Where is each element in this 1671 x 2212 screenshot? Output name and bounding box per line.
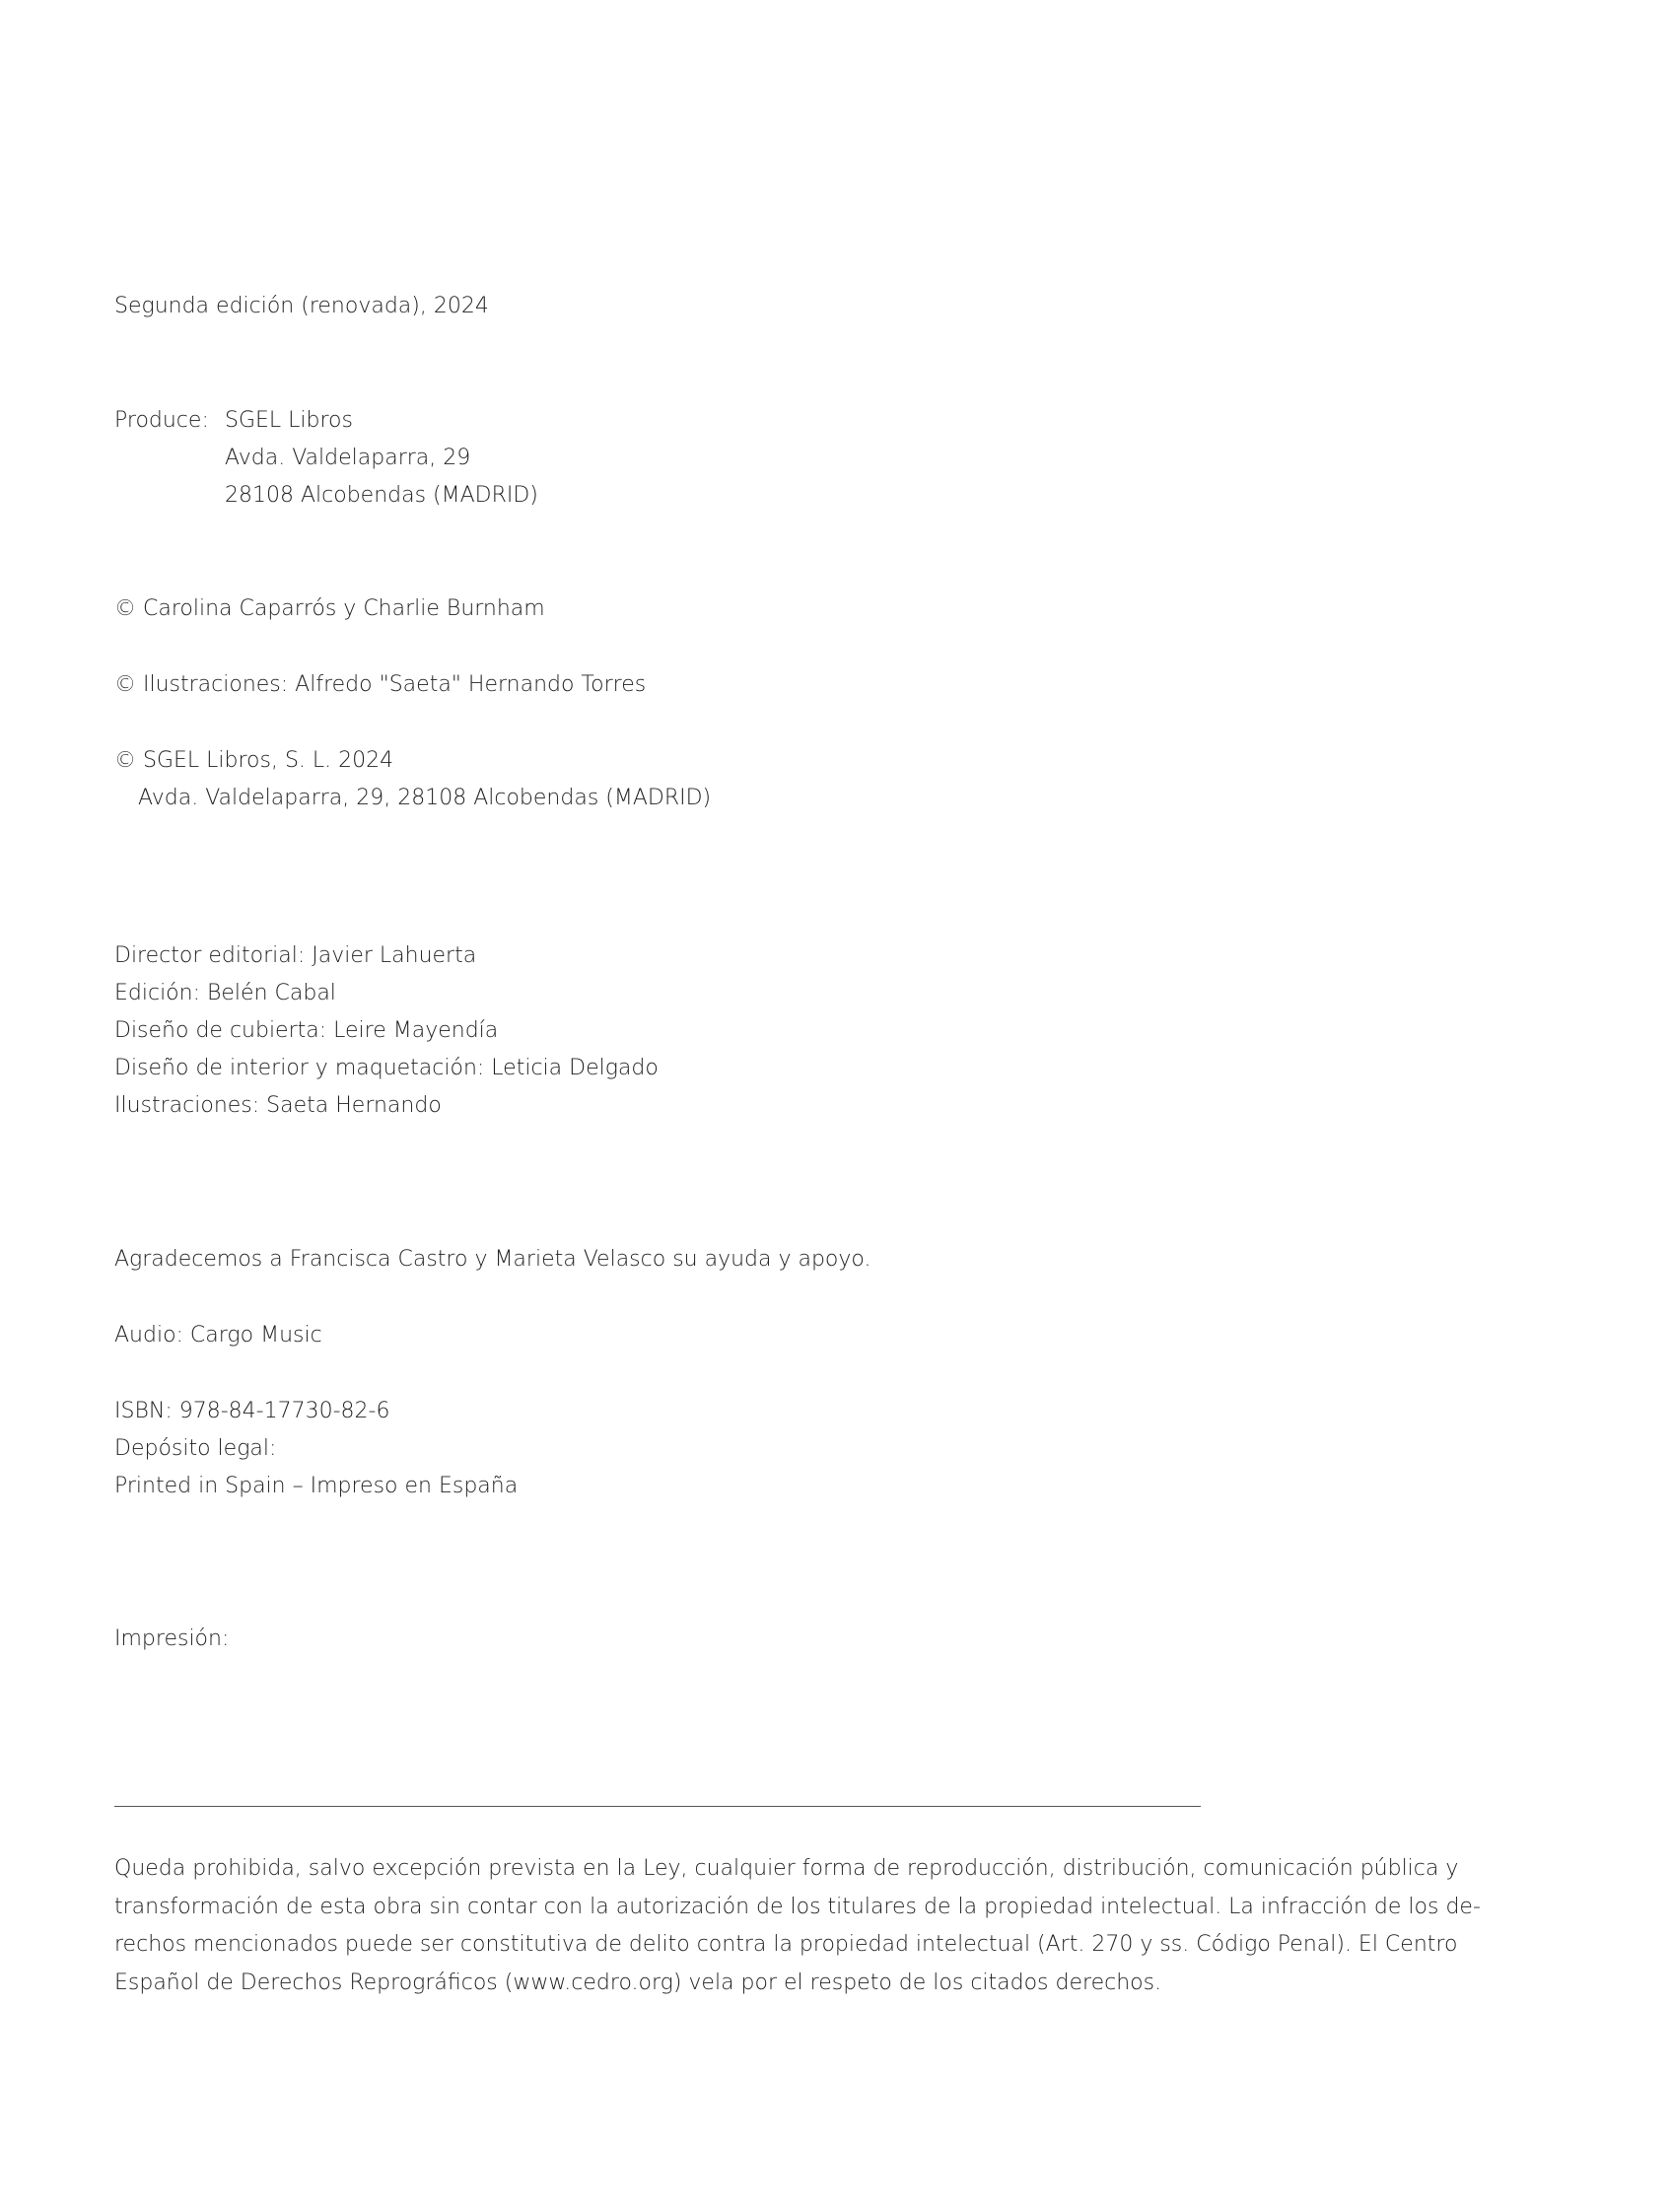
divider-rule <box>114 1806 1201 1807</box>
audio-credit: Audio: Cargo Music <box>114 1323 322 1348</box>
legal-deposit: Depósito legal: <box>114 1436 277 1461</box>
printing-label: Impresión: <box>114 1626 230 1651</box>
edition-line: Segunda edición (renovada), 2024 <box>114 294 489 318</box>
isbn: ISBN: 978-84-17730-82-6 <box>114 1399 390 1423</box>
credit-cover-design: Diseño de cubierta: Leire Mayendía <box>114 1018 499 1043</box>
producer-line <box>114 402 353 440</box>
producer-address-line1: Avda. Valdelaparra, 29 <box>225 446 471 470</box>
copyright-authors: © Carolina Caparrós y Charlie Burnham <box>114 596 545 621</box>
legal-notice-line: Queda prohibida, salvo excepción prevista en la Ley, cualquier forma de reproducción, distribución, comunicación pública y <box>114 1856 1459 1881</box>
copyright-publisher-address: Avda. Valdelaparra, 29, 28108 Alcobendas (MADRID) <box>138 786 712 810</box>
legal-notice-line: transformación de esta obra sin contar con la autorización de los titulares de la propiedad intelectual. La infracción de los de- <box>114 1894 1481 1919</box>
legal-notice <box>114 1850 1481 2002</box>
copyright-publisher: © SGEL Libros, S. L. 2024 <box>114 748 394 773</box>
credit-interior-design: Diseño de interior y maquetación: Leticia Delgado <box>114 1056 659 1080</box>
producer-name: SGEL Libros <box>225 408 353 433</box>
legal-notice-line: Español de Derechos Reprográficos (www.cedro.org) vela por el respeto de los citados derechos. <box>114 1970 1162 1995</box>
credit-director: Director editorial: Javier Lahuerta <box>114 943 477 968</box>
legal-notice-line: rechos mencionados puede ser constitutiva de delito contra la propiedad intelectual (Art. 270 y ss. Código Penal). El Centro <box>114 1932 1458 1957</box>
credit-edition: Edición: Belén Cabal <box>114 981 336 1005</box>
producer-address-line2: 28108 Alcobendas (MADRID) <box>225 483 538 508</box>
acknowledgements: Agradecemos a Francisca Castro y Marieta Velasco su ayuda y apoyo. <box>114 1247 871 1272</box>
producer-label: Produce: <box>114 408 209 433</box>
printed-in: Printed in Spain – Impreso en España <box>114 1474 519 1498</box>
credit-illustrations: Ilustraciones: Saeta Hernando <box>114 1093 442 1118</box>
copyright-illustrations: © Ilustraciones: Alfredo "Saeta" Hernando Torres <box>114 672 647 697</box>
